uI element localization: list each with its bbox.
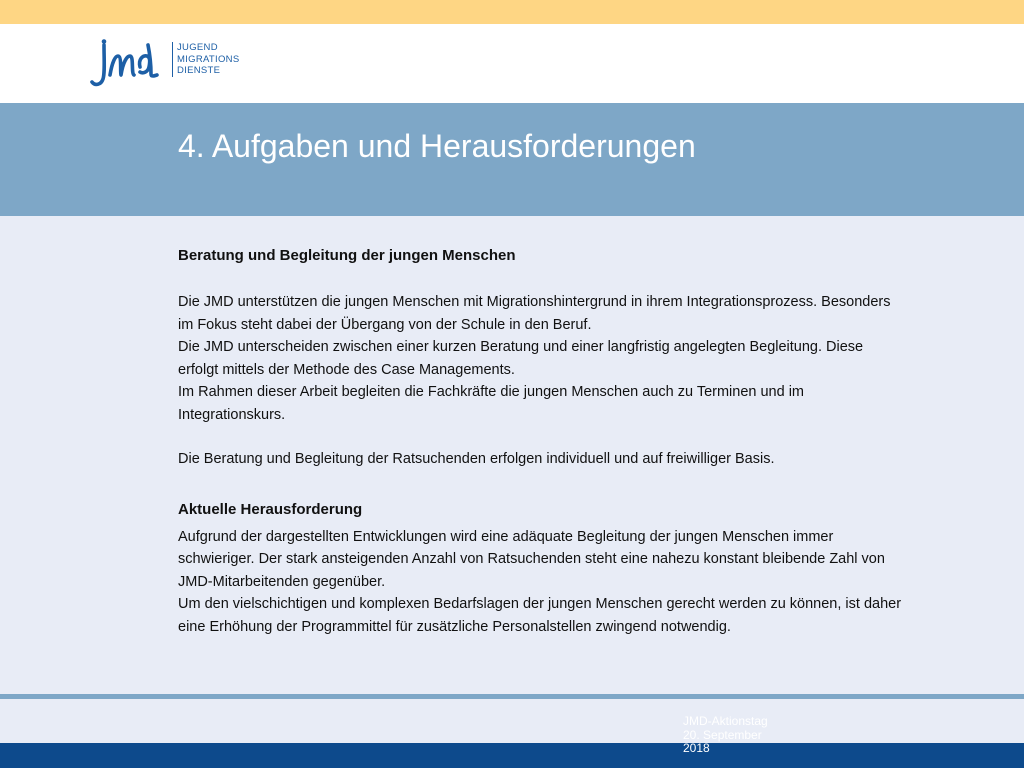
body-line: Im Rahmen dieser Arbeit begleiten die Fachkräfte die jungen Menschen auch zu Terminen und im — [178, 384, 805, 400]
section-body — [178, 291, 978, 471]
body-line: eine Erhöhung der Programmittel für zusätzliche Personalstellen zwingend notwendig. — [178, 618, 731, 635]
logo-wordmark — [172, 42, 239, 77]
body-line: Die Beratung und Begleitung der Ratsuchenden erfolgen individuell und auf freiwilliger Basis. — [178, 451, 775, 467]
body-line: erfolgt mittels der Methode des Case Managements. — [178, 361, 515, 378]
footer-event-info — [683, 715, 768, 756]
top-accent-strip — [0, 0, 1024, 24]
logo-line: MIGRATIONS — [177, 53, 240, 65]
body-line: Die JMD unterstützen die jungen Menschen mit Migrationshintergrund in ihrem Integrationsprozess. Besonders — [178, 294, 891, 310]
jmd-logo-mark — [90, 39, 162, 89]
section-heading: Aktuelle Herausforderung — [178, 500, 363, 518]
footer-line: JMD-Aktionstag — [683, 714, 768, 728]
body-line: Aufgrund der dargestellten Entwicklungen wird eine adäquate Begleitung der jungen Menschen immer — [178, 528, 834, 545]
body-line: Um den vielschichtigen und komplexen Bedarfslagen der jungen Menschen gerecht werden zu können, ist daher — [178, 596, 902, 612]
body-line: Integrationskurs. — [178, 406, 286, 423]
paragraph-spacer — [178, 426, 978, 448]
section-body — [178, 526, 978, 639]
section-heading: Beratung und Begleitung der jungen Menschen — [178, 247, 516, 264]
jmd-logo — [90, 39, 250, 89]
footer-line: 2018 — [683, 741, 710, 755]
slide-content — [178, 246, 978, 638]
body-line: schwieriger. Der stark ansteigenden Anzahl von Ratsuchenden steht eine nahezu konstant bleibende Zahl von — [178, 551, 885, 567]
footer-line: 20. September — [683, 727, 762, 742]
bottom-divider — [0, 694, 1024, 699]
logo-line: DIENSTE — [177, 65, 221, 76]
slide-title: 4. Aufgaben und Herausforderungen — [178, 128, 696, 164]
body-line: Die JMD unterscheiden zwischen einer kurzen Beratung und einer langfristig angelegten Begleitung. Diese — [178, 339, 864, 355]
bottom-bar — [0, 743, 1024, 768]
body-line: im Fokus steht dabei der Übergang von der Schule in den Beruf. — [178, 316, 592, 333]
logo-line: JUGEND — [177, 42, 218, 53]
body-line: JMD-Mitarbeitenden gegenüber. — [178, 573, 386, 590]
